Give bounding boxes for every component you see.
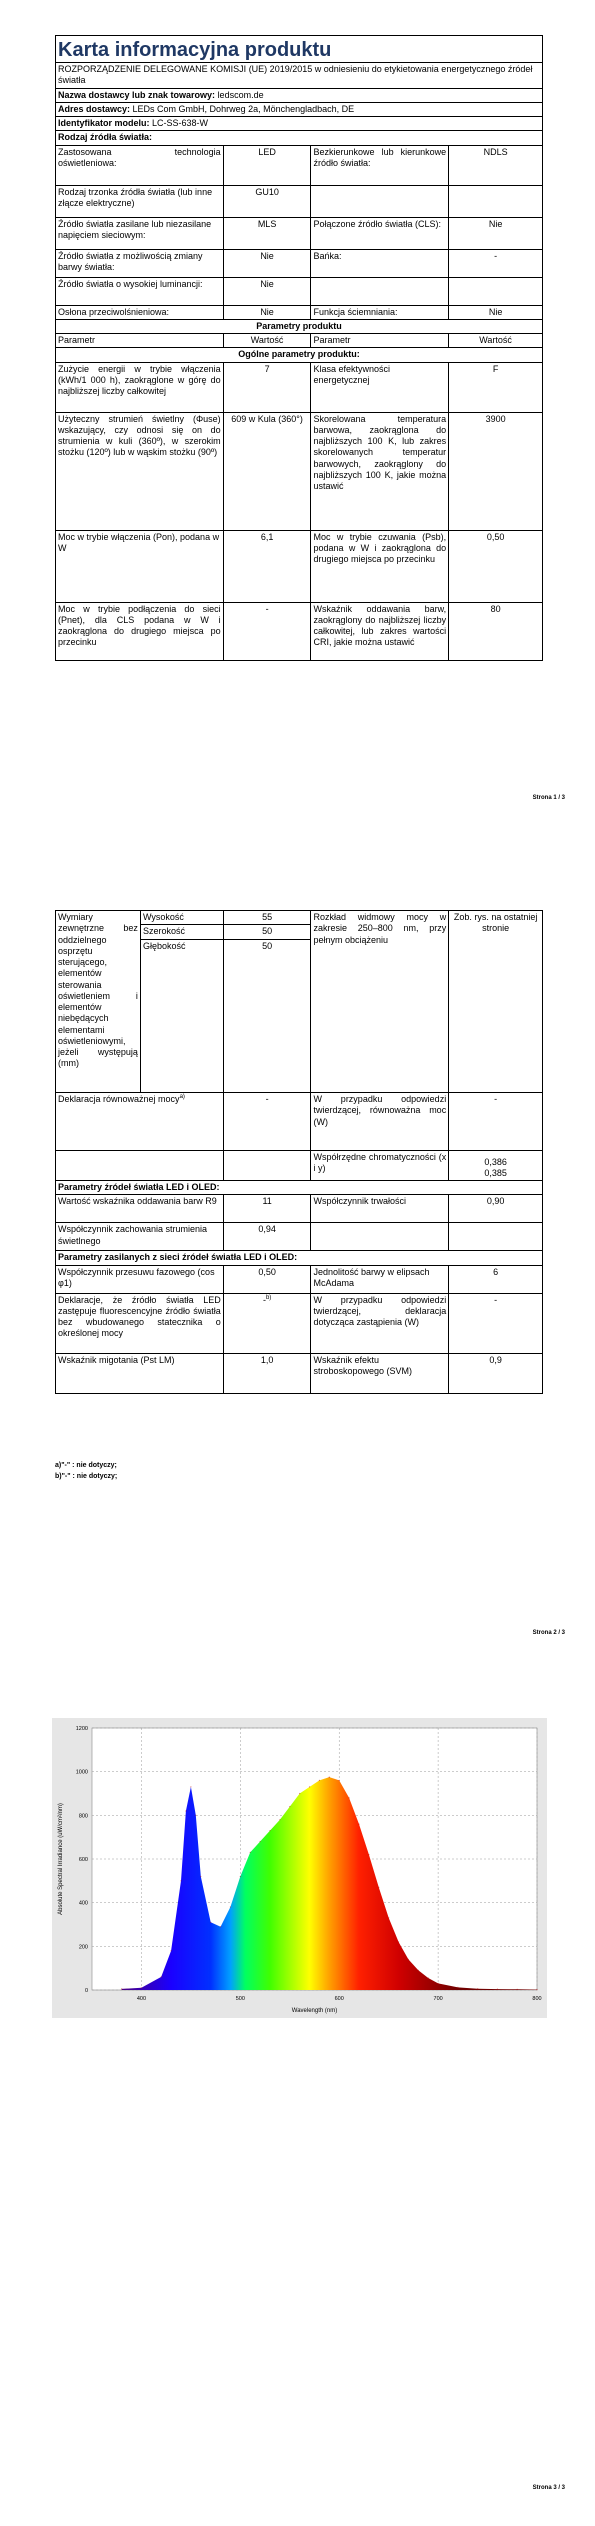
high-luminance-value: Nie xyxy=(223,277,311,305)
width-label: Szerokość xyxy=(141,925,223,939)
energy-value: 7 xyxy=(223,362,311,412)
chromaticity-y: 0,385 xyxy=(484,1167,507,1178)
spectrum-point xyxy=(171,1950,172,1951)
spectrum-point xyxy=(230,1906,231,1907)
footnote-a: a)"-" : nie dotyczy; xyxy=(55,1462,117,1469)
spectrum-point xyxy=(220,1926,221,1927)
dimmable-value: Nie xyxy=(449,305,543,319)
spd-label: Rozkład widmowy mocy w zakresie 250–800 nm, przy pełnym obciążeniu xyxy=(311,911,449,1093)
supplier-name-value: ledscom.de xyxy=(217,89,264,100)
spectrum-point xyxy=(428,1977,429,1978)
y-tick-label: 600 xyxy=(78,1857,88,1863)
power-factor-value: 0,50 xyxy=(223,1265,311,1293)
spectral-chart xyxy=(52,1718,547,2018)
envelope-label: Bańka: xyxy=(311,249,449,277)
chromaticity-x: 0,386 xyxy=(484,1156,507,1167)
dimmable-label: Funkcja ściemniania: xyxy=(311,305,449,319)
x-tick-label: 500 xyxy=(235,1996,245,2002)
supplier-address-value: LEDs Com GmbH, Dohrweg 2a, Mönchengladbach, DE xyxy=(132,103,355,114)
col-param-2: Parametr xyxy=(311,334,449,348)
source-type-header: Rodzaj źródła światła: xyxy=(56,131,543,145)
spd-value: Zob. rys. na ostatniej stronie xyxy=(449,911,543,1093)
flicker-label: Wskaźnik migotania (Pst LM) xyxy=(56,1353,224,1393)
col-value-1: Wartość xyxy=(223,334,311,348)
technology-value: LED xyxy=(223,145,311,185)
network-label: Moc w trybie podłączenia do sieci (Pnet), dla CLS podana w W i zaokrąglona do drugiego miejsca po przecinku xyxy=(56,602,224,660)
svm-label: Wskaźnik efektu stroboskopowego (SVM) xyxy=(311,1353,449,1393)
envelope-value: - xyxy=(449,249,543,277)
spectrum-point xyxy=(190,1786,191,1787)
energy-label: Zużycie energii w trybie włączenia (kWh/1 000 h), zaokrąglone w górę do najbliższej liczby całkowitej xyxy=(56,362,224,412)
spectrum-point xyxy=(339,1780,340,1781)
general-params-header: Ogólne parametry produktu: xyxy=(56,348,543,362)
power-factor-label: Współczynnik przesuwu fazowego (cos φ1) xyxy=(56,1265,224,1293)
footnotes xyxy=(55,1460,117,1482)
survival-label: Współczynnik trwałości xyxy=(311,1195,449,1223)
equiv-power-label: W przypadku odpowiedzi twierdzącej, równoważna moc (W) xyxy=(311,1093,449,1151)
spectral-chart-svg xyxy=(52,1718,547,2018)
spectrum-point xyxy=(299,1793,300,1794)
y-tick-label: 400 xyxy=(78,1900,88,1907)
energy-class-value: F xyxy=(449,362,543,412)
spectrum-point xyxy=(477,1988,478,1989)
chromaticity-value xyxy=(449,1151,543,1181)
r9-value: 11 xyxy=(223,1195,311,1223)
page-number-1: Strona 1 / 3 xyxy=(532,795,565,801)
y-tick-label: 1200 xyxy=(75,1726,88,1732)
supplier-address-row: Adres dostawcy: LEDs Com GmbH, Dohrweg 2a, Mönchengladbach, DE xyxy=(56,102,543,116)
regulation-text: ROZPORZĄDZENIE DELEGOWANE KOMISJI (UE) 2019/2015 w odniesieniu do etykietowania energetycznego źródeł światła xyxy=(56,63,543,89)
spectrum-point xyxy=(195,1815,196,1816)
spectrum-point xyxy=(438,1983,439,1984)
spectrum-point xyxy=(279,1819,280,1820)
equiv-power-claim-label: Deklaracja równoważnej mocy$^{a)}$ xyxy=(56,1093,224,1151)
power-on-label: Moc w trybie włączenia (Pon), podana w W xyxy=(56,530,224,602)
technology-label: Zastosowana technologia oświetleniowa: xyxy=(56,145,224,185)
y-tick-label: 1000 xyxy=(75,1769,88,1776)
power-on-value: 6,1 xyxy=(223,530,311,602)
directional-value: NDLS xyxy=(449,145,543,185)
page-2 xyxy=(0,870,595,1700)
tunable-label: Źródło światła z możliwością zmiany barwy światła: xyxy=(56,249,224,277)
spectrum-point xyxy=(141,1987,142,1988)
cap-type-value: GU10 xyxy=(223,185,311,217)
x-tick-label: 400 xyxy=(136,1996,147,2002)
spectrum-point xyxy=(240,1876,241,1877)
height-label: Wysokość xyxy=(141,911,223,925)
spectrum-point xyxy=(517,1989,518,1990)
page-1 xyxy=(0,0,595,870)
mains-params-header: Parametry zasilanych z sieci źródeł światła LED i OLED: xyxy=(56,1251,543,1265)
y-axis-label: Absolute Spectral Irradiance (uW/cm²/nm) xyxy=(58,1803,64,1915)
spectrum-point xyxy=(457,1987,458,1988)
spectrum-point xyxy=(269,1830,270,1831)
product-params-header: Parametry produktu xyxy=(56,319,543,333)
x-tick-label: 800 xyxy=(532,1996,542,2002)
chromaticity-label: Współrzędne chromatyczności (x i y) xyxy=(311,1151,449,1181)
spectrum-point xyxy=(200,1876,201,1877)
cri-label: Wskaźnik oddawania barw, zaokrąglony do najbliższej liczby całkowitej, lub zakres wartości CRI, jakie można ustawić xyxy=(311,602,449,660)
footnote-b: b)"-" : nie dotyczy; xyxy=(55,1473,118,1481)
spectrum-point xyxy=(368,1854,369,1855)
antiglare-value: Nie xyxy=(223,305,311,319)
network-value: - xyxy=(223,602,311,660)
directional-label: Bezkierunkowe lub kierunkowe źródło światła: xyxy=(311,145,449,185)
x-axis-label: Wavelength (nm) xyxy=(291,2008,338,2014)
lumen-maintenance-value: 0,94 xyxy=(223,1223,311,1251)
spectrum-point xyxy=(418,1970,419,1971)
energy-class-label: Klasa efektywności energetycznej xyxy=(311,362,449,412)
page-number-3: Strona 3 / 3 xyxy=(532,2485,565,2491)
replacement-yes-value: - xyxy=(449,1293,543,1353)
macadam-label: Jednolitość barwy w elipsach McAdama xyxy=(311,1265,449,1293)
spectrum-point xyxy=(497,1989,498,1990)
page-3 xyxy=(0,1700,595,2526)
replacement-label: Deklaracje, że źródło światła LED zastępuje fluorescencyjne źródło światła bez wbudowanego statecznika o określonej mocy xyxy=(56,1293,224,1353)
spectrum-point xyxy=(536,1989,537,1990)
equiv-power-value: - xyxy=(449,1093,543,1151)
high-luminance-label: Źródło światła o wysokiej luminancji: xyxy=(56,277,224,305)
dimensions-sub-labels xyxy=(140,911,223,1093)
standby-value: 0,50 xyxy=(449,530,543,602)
spectrum-point xyxy=(408,1959,409,1960)
spectrum-point xyxy=(358,1824,359,1825)
spectrum-point xyxy=(260,1841,261,1842)
depth-label: Głębokość xyxy=(142,940,186,951)
cct-label: Skorelowana temperatura barwowa, zaokrąglona do najbliższych 100 K, lub zakres skorelowanych temperatur barwowych, zaokrąglony do najbliższych 100 K, jakie można ustawić xyxy=(311,412,449,530)
y-tick-label: 0 xyxy=(84,1988,88,1994)
width-value: 50 xyxy=(224,925,311,939)
spectrum-point xyxy=(388,1917,389,1918)
replacement-value: -$^{b)}$ xyxy=(223,1293,311,1353)
y-tick-label: 200 xyxy=(78,1944,88,1951)
supplier-name-row: Nazwa dostawcy lub znak towarowy: ledscom.de xyxy=(56,88,543,102)
connected-label: Połączone źródło światła (CLS): xyxy=(311,217,449,249)
col-value-2: Wartość xyxy=(449,334,543,348)
product-info-table-part-2 xyxy=(55,910,543,1394)
model-identifier-row: Identyfikator modelu: LC-SS-638-W xyxy=(56,117,543,131)
lumen-maintenance-label: Współczynnik zachowania strumienia świetlnego xyxy=(56,1223,224,1251)
mains-value: MLS xyxy=(223,217,311,249)
spectrum-point xyxy=(161,1976,162,1977)
standby-label: Moc w trybie czuwania (Psb), podana w W i zaokrąglona do drugiego miejsca po przecinku xyxy=(311,530,449,602)
cap-type-label: Rodzaj trzonka źródła światła (lub inne złącze elektryczne) xyxy=(56,185,224,217)
x-tick-label: 700 xyxy=(433,1996,443,2002)
antiglare-label: Osłona przeciwolśnieniowa: xyxy=(56,305,224,319)
flicker-value: 1,0 xyxy=(223,1353,311,1393)
depth-value: 50 xyxy=(262,940,273,951)
col-param-1: Parametr xyxy=(56,334,224,348)
spectrum-point xyxy=(378,1887,379,1888)
dimensions-values xyxy=(223,911,311,1093)
spectrum-point xyxy=(180,1880,181,1881)
svm-value: 0,9 xyxy=(449,1353,543,1393)
height-value: 55 xyxy=(224,911,311,925)
flux-label: Użyteczny strumień świetlny (Φuse) wskazujący, czy odnosi się on do strumienia w kuli (360º), w szerokim stożku (120º) lub w wąskim stożku (90º) xyxy=(56,412,224,530)
document-title: Karta informacyjna produktu xyxy=(56,36,543,63)
spectrum-point xyxy=(185,1810,186,1811)
survival-value: 0,90 xyxy=(449,1195,543,1223)
mains-label: Źródło światła zasilane lub niezasilane napięciem sieciowym: xyxy=(56,217,224,249)
x-tick-label: 600 xyxy=(334,1996,344,2002)
macadam-value: 6 xyxy=(449,1265,543,1293)
r9-label: Wartość wskaźnika oddawania barw R9 xyxy=(56,1195,224,1223)
page-number-2: Strona 2 / 3 xyxy=(532,1630,565,1636)
replacement-yes-label: W przypadku odpowiedzi twierdzącej, deklaracja dotycząca zastąpienia (W) xyxy=(311,1293,449,1353)
spectrum-point xyxy=(398,1941,399,1942)
led-params-header: Parametry źródeł światła LED i OLED: xyxy=(56,1181,543,1195)
dimensions-label: Wymiary zewnętrzne bez oddzielnego osprzętu sterującego, elementów sterowania oświetleniem i elementów niebędących elementami oświetleniowymi, jeżeli występują (mm) xyxy=(56,911,141,1093)
connected-value: Nie xyxy=(449,217,543,249)
cri-value: 80 xyxy=(449,602,543,660)
product-info-table-part-1 xyxy=(55,35,543,661)
spectrum-point xyxy=(250,1852,251,1853)
spectrum-point xyxy=(210,1922,211,1923)
spectrum-point xyxy=(329,1777,330,1778)
model-identifier-value: LC-SS-638-W xyxy=(152,118,209,128)
spectrum-point xyxy=(319,1780,320,1781)
equiv-power-claim-value: - xyxy=(223,1093,311,1151)
spectrum-point xyxy=(309,1786,310,1787)
spectrum-point xyxy=(121,1988,122,1989)
y-tick-label: 800 xyxy=(78,1813,88,1820)
flux-value: 609 w Kula (360°) xyxy=(223,412,311,530)
spectrum-point xyxy=(349,1797,350,1798)
cct-value: 3900 xyxy=(449,412,543,530)
spectrum-point xyxy=(289,1806,290,1807)
tunable-value: Nie xyxy=(223,249,311,277)
